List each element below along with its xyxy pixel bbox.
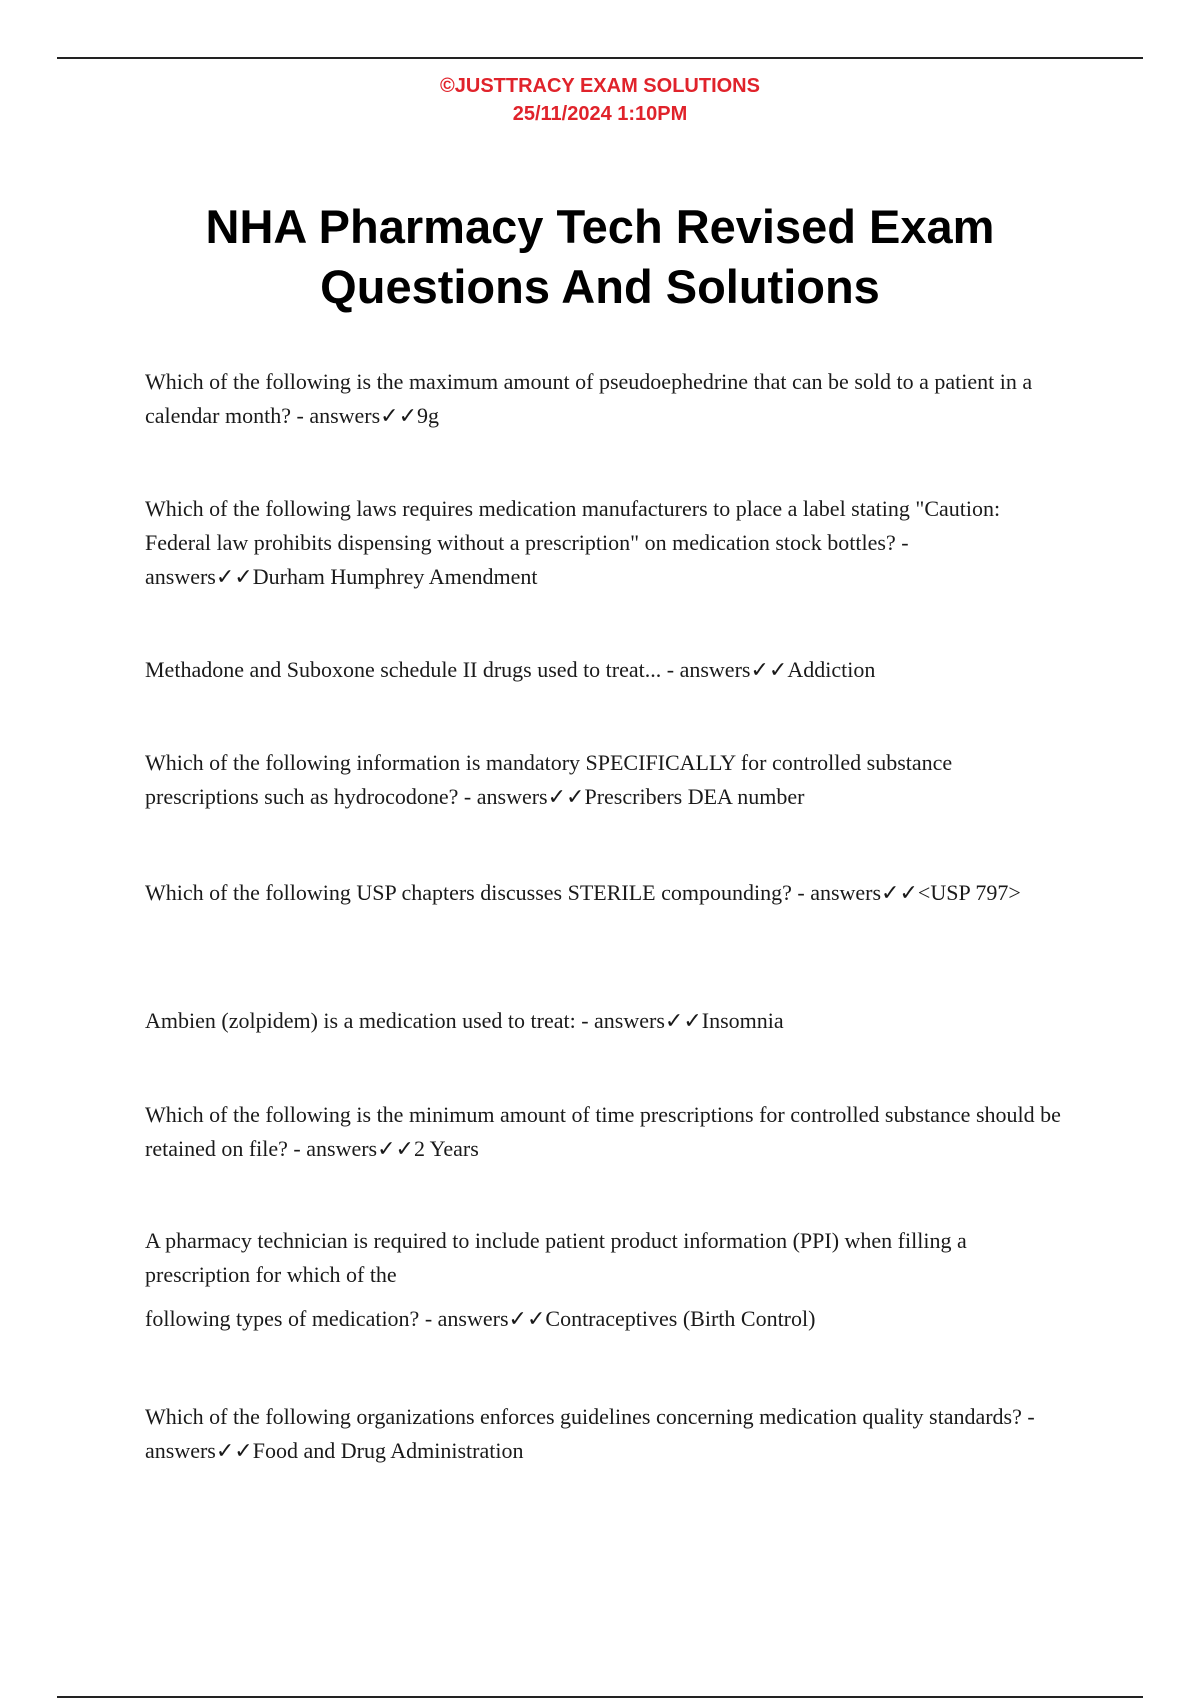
answer-text: Prescribers DEA number	[584, 784, 805, 809]
question-text: Which of the following laws requires medication manufacturers to place a label stating "Caution: Federal law prohibits dispensing without a prescription" on medication stock bottles? - answers✓✓	[145, 496, 1001, 589]
header-datetime: 25/11/2024 1:10PM	[512, 103, 688, 125]
question-text: Which of the following is the minimum amount of time prescriptions for controlled substance should be retained on file? - answers✓✓	[145, 1102, 1061, 1161]
qa-item-5	[145, 876, 1065, 910]
qa-item-3	[145, 653, 1065, 687]
title-line-1: NHA Pharmacy Tech Revised Exam	[205, 200, 995, 253]
title-line-2: Questions And Solutions	[320, 260, 880, 313]
answer-text: <USP 797>	[917, 880, 1021, 905]
question-text-part-1: A pharmacy technician is required to include patient product information (PPI) when filling a prescription for which of the	[145, 1228, 967, 1287]
question-text: Ambien (zolpidem) is a medication used to treat: - answers✓✓	[145, 1008, 702, 1033]
answer-text: 9g	[417, 403, 440, 428]
qa-item-9	[145, 1400, 1065, 1468]
qa-item-2	[145, 492, 1065, 594]
answer-text: Insomnia	[701, 1008, 784, 1033]
question-text-part-2: following types of medication? - answers✓✓	[145, 1306, 546, 1331]
question-text: Methadone and Suboxone schedule II drugs used to treat... - answers✓✓	[145, 657, 788, 682]
answer-text: 2 Years	[413, 1136, 479, 1161]
watermark-header	[0, 72, 1200, 128]
top-rule	[57, 57, 1143, 59]
qa-item-8	[145, 1224, 1065, 1336]
answer-text: Addiction	[787, 657, 876, 682]
qa-item-6	[145, 1004, 1065, 1038]
question-text: Which of the following organizations enforces guidelines concerning medication quality standards? - answers✓✓	[145, 1404, 1035, 1463]
qa-item-1	[145, 365, 1065, 433]
answer-text: Durham Humphrey Amendment	[252, 564, 538, 589]
question-line-2	[145, 1302, 1065, 1336]
qa-item-4	[145, 746, 1065, 814]
question-text: Which of the following is the maximum amount of pseudoephedrine that can be sold to a patient in a calendar month? - answers✓✓	[145, 369, 1033, 428]
document-title	[100, 197, 1100, 317]
answer-text: Contraceptives (Birth Control)	[545, 1306, 816, 1331]
question-text: Which of the following USP chapters discusses STERILE compounding? - answers✓✓	[145, 880, 918, 905]
question-text: Which of the following information is mandatory SPECIFICALLY for controlled substance prescriptions such as hydrocodone? - answers✓✓	[145, 750, 953, 809]
qa-item-7	[145, 1098, 1065, 1166]
bottom-rule	[57, 1696, 1143, 1698]
answer-text: Food and Drug Administration	[252, 1438, 524, 1463]
watermark-text: ©JUSTTRACY EXAM SOLUTIONS	[440, 75, 760, 97]
